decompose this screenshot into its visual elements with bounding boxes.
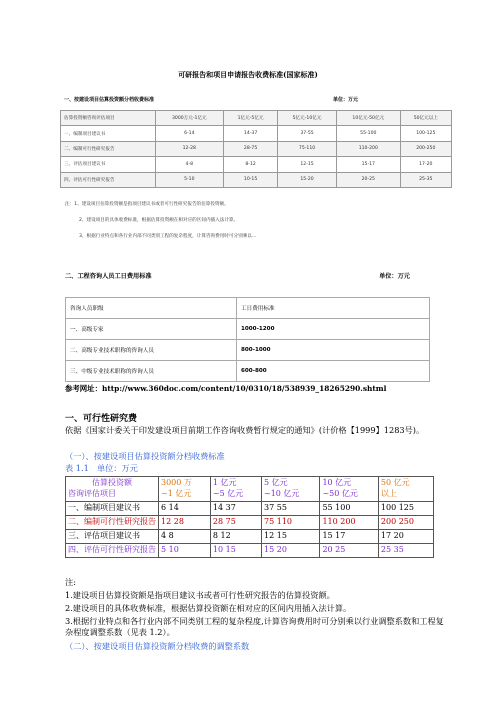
document-title: 可研报告和项目申请报告收费标准(国家标准): [178, 70, 318, 79]
table-cell: 200 250: [378, 516, 433, 530]
table-header-cell: [262, 477, 320, 502]
table-cell: 25 35: [378, 544, 433, 558]
table-cell: 28 75: [210, 516, 261, 530]
table-cell: 55-100: [336, 126, 400, 141]
table-cell: 110 200: [320, 516, 378, 530]
header-line: ~5 亿元: [212, 489, 244, 498]
table-header-row: [66, 477, 434, 502]
table-cell: 100 125: [378, 502, 433, 516]
table-cell: 4-8: [155, 157, 223, 172]
note-3: 3、根据行业特点和各行业内部不同类别工程的复杂程度，计算咨询费用时可分别乘以...: [79, 234, 257, 239]
table-cell: 8-12: [224, 157, 278, 172]
note-large-2: 2.建设项目的具体收费标准，根据估算投资额在相对应的区间内用插入法计算。: [65, 603, 352, 613]
feasibility-heading: 一、可行性研究费: [65, 414, 138, 424]
table-cell: 50亿元以上: [400, 111, 451, 126]
intro-paragraph: 依据《国家计委关于印发建设项目前期工作咨询收费暂行规定的通知》(计价格【1999】1283号)。: [65, 425, 425, 435]
fee-table-small: [60, 110, 452, 188]
table-row: [66, 298, 430, 319]
table-cell: 12 28: [159, 516, 211, 530]
note-1: 注：1、建设项目估算投资额是指项目建议书或者可行性研究报告的估算投资额。: [65, 202, 229, 207]
table-cell: 二、高级专业技术职称的咨询人员: [66, 340, 237, 361]
note-2: 2、建设项目的具体收费标准，根据估算投资额在相对应的区间内插入法计算。: [79, 218, 239, 223]
table-row: [61, 141, 452, 156]
table-header-cell: [378, 477, 433, 502]
table-cell: 200-250: [400, 141, 451, 156]
table-header-row: [61, 111, 452, 126]
table-cell: 12-28: [155, 141, 223, 156]
labor-fee-table: [65, 297, 430, 382]
header-line: 3000 万: [161, 478, 192, 487]
table-caption: 表 1.1 单位：万元: [65, 463, 138, 473]
table-cell: 15-20: [278, 172, 337, 187]
table-cell: 6 14: [159, 502, 211, 516]
fee-table-large: [65, 476, 434, 558]
table-cell: 12 15: [262, 530, 320, 544]
table-cell: 一、编制项目建议书: [66, 502, 159, 516]
header-bottom-label: 咨询评估项目: [68, 489, 116, 498]
table-cell: 三、中级专业技术职称的咨询人员: [66, 361, 237, 382]
table-cell: 110-200: [336, 141, 400, 156]
table-cell: 10 15: [210, 544, 261, 558]
header-line: ~50 亿元: [322, 489, 358, 498]
header-line: 1 亿元: [212, 478, 237, 487]
reference-url-link[interactable]: http://www.360doc.com/content/10/0310/18/538939_18265290.shtml: [101, 384, 387, 393]
table-row: [61, 157, 452, 172]
reference-line: [65, 383, 386, 394]
table-cell: 5亿元-10亿元: [278, 111, 337, 126]
note-large-1: 1.建设项目估算投资额是指项目建议书或者可行性研究报告的估算投资额。: [65, 590, 335, 600]
table-cell: 5 10: [159, 544, 211, 558]
table-cell: 5-10: [155, 172, 223, 187]
header-top-label: 估算投资额: [92, 478, 132, 487]
table-cell: 15 20: [262, 544, 320, 558]
header-line: 50 亿元: [380, 478, 410, 487]
subsection-2-heading: （二）、按建设项目估算投资额分档收费的调整系数: [65, 641, 250, 651]
table-cell: 75-110: [278, 141, 337, 156]
table-header-cell: [320, 477, 378, 502]
table-row: [61, 172, 452, 187]
table-header-cell: [159, 477, 211, 502]
table-cell: 600-800: [237, 361, 430, 382]
table-cell: 3000万元-1亿元: [155, 111, 223, 126]
table-cell: 三、评估项目建议书: [61, 157, 156, 172]
table-cell: 17-20: [400, 157, 451, 172]
table-row: [66, 340, 430, 361]
table-cell: 一、编制项目建议书: [61, 126, 156, 141]
header-line: 10 亿元: [322, 478, 352, 487]
table-cell: 四、评估可行性研究报告: [66, 544, 159, 558]
table-cell: 14 37: [210, 502, 261, 516]
table-cell: 估算投资额咨询评估项目: [61, 111, 156, 126]
table-cell: 四、评估可行性研究报告: [61, 172, 156, 187]
table-cell: 二、编制可行性研究报告: [66, 516, 159, 530]
table-header-cell: [210, 477, 261, 502]
notes-label: 注:: [65, 577, 76, 587]
table-row: [66, 502, 434, 516]
header-line: 5 亿元: [264, 478, 288, 487]
table-cell: 37 55: [262, 502, 320, 516]
table-cell: 20 25: [320, 544, 378, 558]
table-header-cell: [66, 477, 159, 502]
table-cell: 20-25: [336, 172, 400, 187]
table-cell: 8 12: [210, 530, 261, 544]
header-line: 以上: [380, 489, 397, 498]
table-row: [66, 516, 434, 530]
header-line: ~1 亿元: [161, 489, 192, 498]
reference-label: 参考网址：: [65, 384, 102, 393]
note-large-3: 3.根据行业特点和各行业内部不同类别工程的复杂程度,计算咨询费用时可分别乘以行业调整系数和工程复杂程度调整系数（见表 1.2）。: [65, 616, 444, 637]
table-cell: 咨询人员职级: [66, 298, 237, 319]
subsection-1-heading: （一）、按建设项目估算投资额分档收费标准: [65, 451, 225, 461]
table-row: [66, 530, 434, 544]
table-cell: 10-15: [224, 172, 278, 187]
table-row: [66, 319, 430, 340]
table-cell: 6-14: [155, 126, 223, 141]
table-row: [66, 544, 434, 558]
table-cell: 75 110: [262, 516, 320, 530]
header-line: ~10 亿元: [264, 489, 300, 498]
table-cell: 1000-1200: [237, 319, 430, 340]
table-cell: 12-15: [278, 157, 337, 172]
table-cell: 15 17: [320, 530, 378, 544]
table-row: [66, 361, 430, 382]
table-cell: 工日费用标准: [237, 298, 430, 319]
table-row: [61, 126, 452, 141]
table-cell: 100-125: [400, 126, 451, 141]
table-cell: 55 100: [320, 502, 378, 516]
section-2-unit: 单位：万元: [379, 273, 410, 280]
section-2-title: 二、工程咨询人员工日费用标准: [65, 273, 152, 280]
section-2-heading: [65, 271, 410, 280]
table-cell: 一、高级专家: [66, 319, 237, 340]
table-cell: 10亿元-50亿元: [336, 111, 400, 126]
table-cell: 4 8: [159, 530, 211, 544]
table-cell: 25-35: [400, 172, 451, 187]
table-cell: 1亿元-5亿元: [224, 111, 278, 126]
table-cell: 15-17: [336, 157, 400, 172]
table-cell: 17 20: [378, 530, 433, 544]
table-cell: 三、评估项目建议书: [66, 530, 159, 544]
table-cell: 二、编制可行性研究报告: [61, 141, 156, 156]
section-1-unit: 单位：万元: [333, 97, 359, 103]
table-cell: 37-55: [278, 126, 337, 141]
table-cell: 28-75: [224, 141, 278, 156]
table-cell: 800-1000: [237, 340, 430, 361]
table-cell: 14-37: [224, 126, 278, 141]
section-1-heading: 一、按建设项目估算投资额分档收费标准: [64, 97, 155, 103]
